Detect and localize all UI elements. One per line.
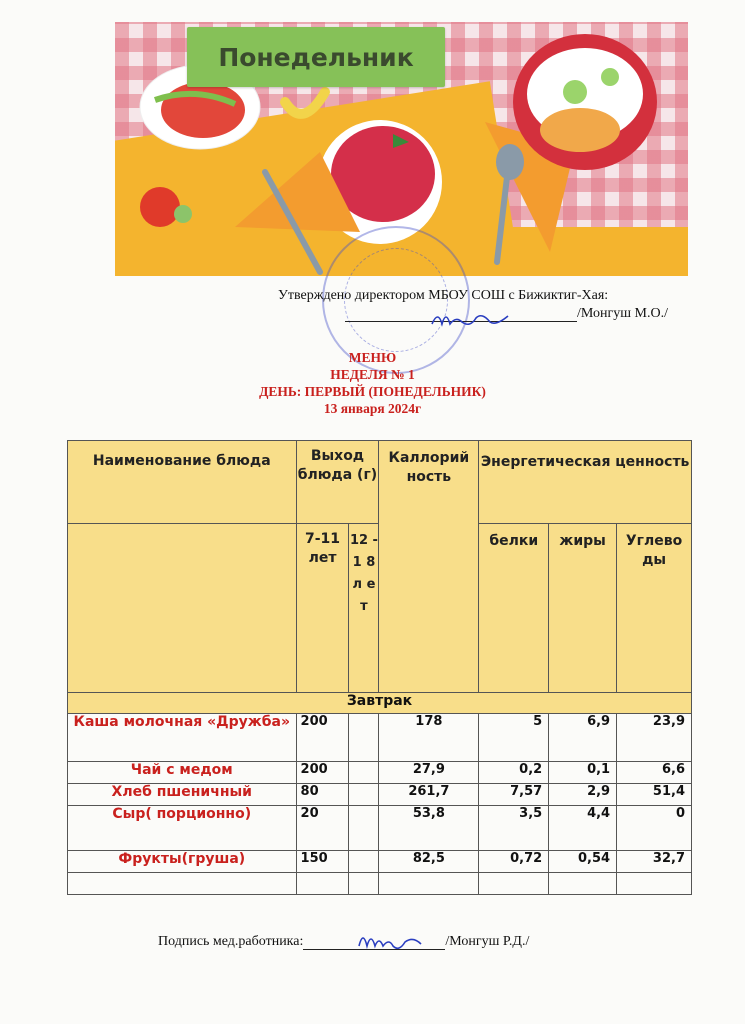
approval-signer: /Монгуш М.О./ [577, 306, 668, 321]
col-header-name: Наименование блюда [68, 441, 297, 524]
menu-table [67, 440, 692, 895]
yield-12-18 [349, 714, 379, 762]
fats: 6,9 [549, 714, 617, 762]
col-header-age-7-11: 7-11 лет [296, 524, 349, 693]
yield-7-11: 200 [296, 714, 349, 762]
table-row [68, 806, 692, 851]
carbs: 0 [617, 806, 692, 851]
yield-12-18 [349, 762, 379, 784]
medical-signature [355, 930, 435, 952]
date-label: 13 января 2024г [323, 401, 422, 416]
proteins: 7,57 [479, 784, 549, 806]
section-breakfast: Завтрак [68, 693, 692, 714]
day-label: ДЕНЬ: ПЕРВЫЙ (ПОНЕДЕЛЬНИК) [259, 384, 486, 399]
carbs: 32,7 [617, 851, 692, 873]
calories: 53,8 [379, 806, 479, 851]
carbs: 51,4 [617, 784, 692, 806]
col-header-name-blank [68, 524, 297, 693]
yield-7-11: 150 [296, 851, 349, 873]
medical-signer: /Монгуш Р.Д./ [445, 934, 530, 949]
week-label: НЕДЕЛЯ № 1 [330, 367, 415, 382]
dish-name: Каша молочная «Дружба» [68, 714, 297, 762]
table-row [68, 851, 692, 873]
proteins: 0,72 [479, 851, 549, 873]
fats: 2,9 [549, 784, 617, 806]
medical-signature-line [158, 934, 529, 950]
calories: 27,9 [379, 762, 479, 784]
fats: 0,54 [549, 851, 617, 873]
medical-signature-label: Подпись мед.работника: [158, 934, 304, 949]
approval-text: Утверждено директором МБОУ СОШ с Бижиктиг-Хая: [278, 288, 609, 303]
day-title-badge [187, 27, 445, 87]
menu-title: МЕНЮ [348, 350, 397, 365]
proteins: 5 [479, 714, 549, 762]
table-row [68, 784, 692, 806]
calories: 178 [379, 714, 479, 762]
dish-name: Сыр( порционно) [68, 806, 297, 851]
yield-7-11: 200 [296, 762, 349, 784]
table-row [68, 714, 692, 762]
yield-7-11: 80 [296, 784, 349, 806]
dish-name: Хлеб пшеничный [68, 784, 297, 806]
dish-name: Фрукты(груша) [68, 851, 297, 873]
col-header-age-12-18: 12 - 1 8 л е т [349, 524, 379, 693]
fats: 4,4 [549, 806, 617, 851]
table-row [68, 762, 692, 784]
carbs: 23,9 [617, 714, 692, 762]
col-header-carbs: Углеводы [617, 524, 692, 693]
proteins: 0,2 [479, 762, 549, 784]
col-header-energy: Энергетическая ценность [479, 441, 692, 524]
yield-12-18 [349, 784, 379, 806]
yield-12-18 [349, 806, 379, 851]
col-header-yield: Выход блюда (г) [296, 441, 379, 524]
calories: 261,7 [379, 784, 479, 806]
fats: 0,1 [549, 762, 617, 784]
table-row-empty [68, 873, 692, 895]
carbs: 6,6 [617, 762, 692, 784]
col-header-fats: жиры [549, 524, 617, 693]
day-title: Понедельник [218, 42, 414, 72]
yield-12-18 [349, 851, 379, 873]
yield-7-11: 20 [296, 806, 349, 851]
proteins: 3,5 [479, 806, 549, 851]
director-signature [430, 310, 510, 330]
dish-name: Чай с медом [68, 762, 297, 784]
col-header-calories: Каллорий ность [379, 441, 479, 693]
calories: 82,5 [379, 851, 479, 873]
col-header-proteins: белки [479, 524, 549, 693]
